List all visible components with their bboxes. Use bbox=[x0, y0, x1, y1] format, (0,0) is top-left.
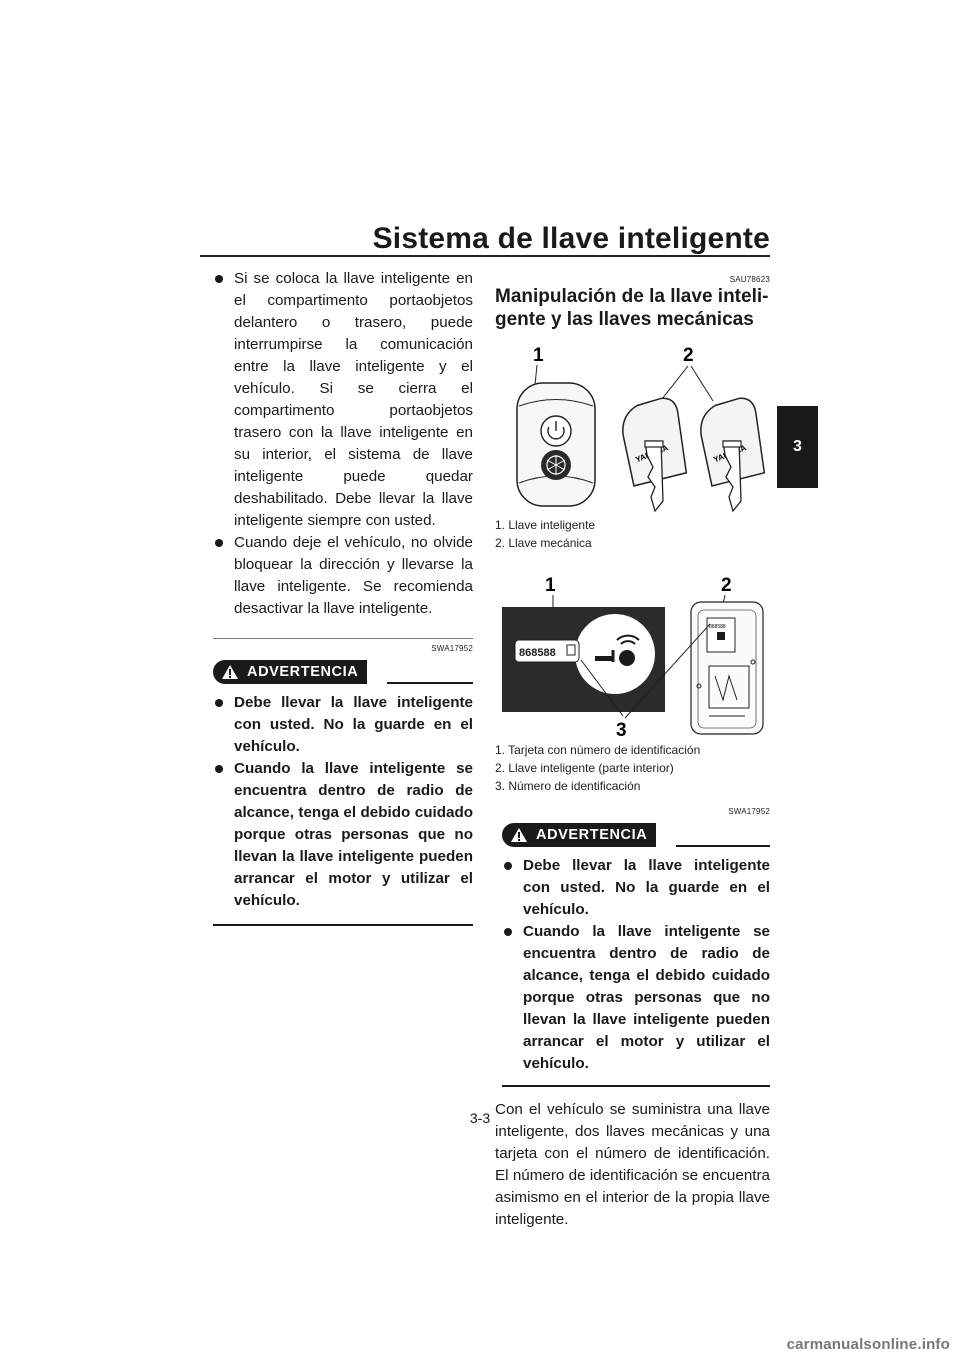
list-item: Cuando deje el vehículo, no olvide bloquear la dirección y llevarse la llave inteligente. Se recomienda desactivar la llave inteligente. bbox=[213, 532, 473, 620]
callout-2: 2 bbox=[721, 575, 732, 596]
figure2-captions bbox=[495, 741, 770, 795]
caption: 1. Llave inteligente bbox=[495, 518, 596, 532]
warning-code: SWA17952 bbox=[728, 807, 770, 816]
warning-badge bbox=[213, 660, 367, 684]
list-item: Debe llevar la llave inteligente con usted. No la guarde en el vehículo. bbox=[502, 855, 770, 921]
warning-label: ADVERTENCIA bbox=[247, 664, 359, 680]
callout-3: 3 bbox=[616, 720, 627, 741]
smart-key-interior bbox=[691, 602, 763, 734]
svg-text:868588: 868588 bbox=[709, 624, 726, 630]
mechanical-key bbox=[617, 396, 691, 511]
left-warning-list bbox=[213, 692, 473, 912]
warning-label: ADVERTENCIA bbox=[536, 827, 648, 843]
caption: 1. Tarjeta con número de identificación bbox=[495, 743, 701, 757]
section-title-line1: Manipulación de la llave inteli- bbox=[495, 286, 769, 307]
warning-end-rule bbox=[213, 924, 473, 926]
smart-key-fob bbox=[517, 383, 595, 506]
body-paragraph: Con el vehículo se suministra una llave inteligente, dos llaves mecánicas y una tarjeta con el número de identificación. El número de identificación se encuentra asimismo en el interior de la propia llave inteligente. bbox=[495, 1101, 770, 1228]
figure1-captions bbox=[495, 516, 770, 552]
callout-1: 1 bbox=[533, 345, 544, 366]
right-column bbox=[495, 275, 770, 1231]
page-title: Sistema de llave inteligente bbox=[372, 222, 770, 255]
warning-triangle-icon bbox=[221, 664, 239, 680]
callout-1: 1 bbox=[545, 575, 556, 596]
section-code: SAU78623 bbox=[729, 275, 770, 284]
warning-triangle-icon bbox=[510, 827, 528, 843]
watermark: carmanualsonline.info bbox=[786, 1336, 950, 1353]
right-warning-list bbox=[502, 855, 770, 1075]
warning-code: SWA17952 bbox=[431, 644, 473, 653]
warning-header bbox=[502, 817, 770, 847]
id-card-illustration bbox=[495, 566, 770, 741]
keys-illustration bbox=[495, 341, 770, 516]
left-column bbox=[213, 268, 473, 926]
warning-badge bbox=[502, 823, 656, 847]
caption: 3. Número de identificación bbox=[495, 779, 641, 793]
warning-header bbox=[213, 654, 473, 684]
section-title bbox=[495, 285, 770, 331]
mechanical-key bbox=[695, 396, 769, 511]
page-number: 3-3 bbox=[469, 1110, 491, 1126]
list-item: Cuando la llave inteligente se encuentra dentro de radio de alcance, tenga el debido cuidado porque otras personas que no llevan la llave inteligente pueden arrancar el motor y utilizar el vehículo. bbox=[502, 921, 770, 1075]
list-item: Debe llevar la llave inteligente con usted. No la guarde en el vehículo. bbox=[213, 692, 473, 758]
warning-rule bbox=[387, 682, 473, 684]
warning-rule bbox=[676, 845, 770, 847]
left-bullet-list bbox=[213, 268, 473, 620]
section-title-line2: gente y las llaves mecánicas bbox=[495, 309, 754, 330]
callout-2: 2 bbox=[683, 345, 694, 366]
list-item: Si se coloca la llave inteligente en el compartimento portaobjetos delantero o trasero, puede interrumpirse la comunicación entre la llave inteligente y el vehículo. Si se cierra el compartimento portaobjetos trasero con la llave inteligente en su interior, el sistema de llave inteligente puede quedar deshabilitado. Debe llevar la llave inteligente siempre con usted. bbox=[213, 268, 473, 532]
section-tab: 3 bbox=[777, 406, 818, 488]
caption: 2. Llave mecánica bbox=[495, 536, 592, 550]
caption: 2. Llave inteligente (parte interior) bbox=[495, 761, 674, 775]
svg-text:868588: 868588 bbox=[519, 647, 556, 659]
list-item: Cuando la llave inteligente se encuentra dentro de radio de alcance, tenga el debido cuidado porque otras personas que no llevan la llave inteligente pueden arrancar el motor y utilizar el vehículo. bbox=[213, 758, 473, 912]
title-rule bbox=[200, 255, 770, 257]
